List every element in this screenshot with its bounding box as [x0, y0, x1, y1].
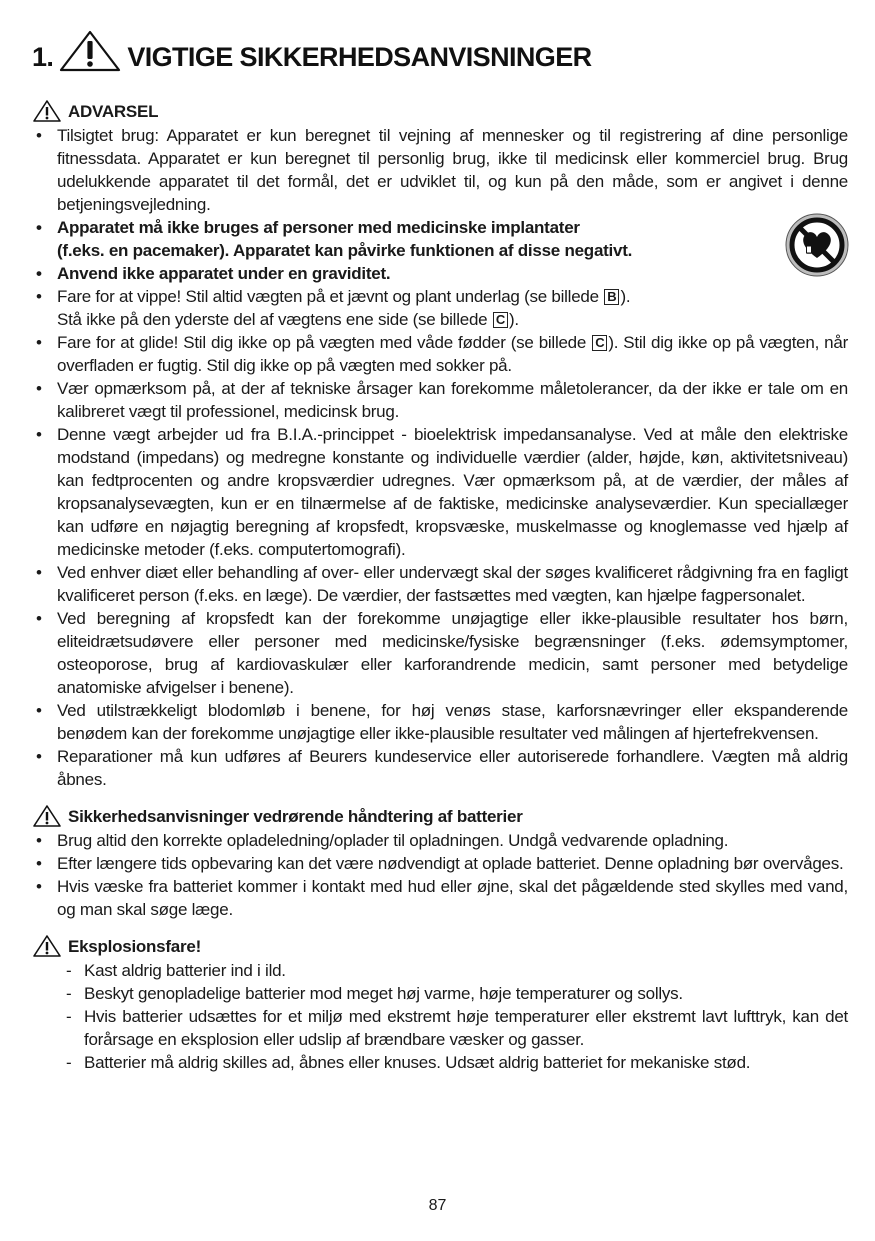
list-item: • Vær opmærksom på, at der af tekniske årsager kan forekomme måletolerancer, da der ikke er tale om en kalibreret vægt til professionel, medicinsk brug. — [36, 377, 848, 423]
list-item: • Brug altid den korrekte opladeledning/oplader til opladningen. Undgå vedvarende opladning. — [36, 829, 848, 852]
list-item: • Ved beregning af kropsfedt kan der forekomme unøjagtige eller ikke-plausible resultater hos børn, eliteidrætsudøvere eller personer med medicinske/fysiske begrænsninger (f.eks. ødemsymptomer, osteoporose, brug af kardiovaskulær eller karforandrende medicin, samt personer med betydelige anatomiske afvigelser i benene). — [36, 607, 848, 699]
list-item: - Batterier må aldrig skilles ad, åbnes eller knuses. Udsæt aldrig batteriet for mekaniske stød. — [63, 1051, 848, 1074]
battery-heading — [36, 803, 848, 829]
page-number: 87 — [428, 1197, 447, 1214]
list-item: - Kast aldrig batterier ind i ild. — [63, 959, 848, 982]
list-item: - Beskyt genopladelige batterier mod meget høj varme, høje temperaturer og sollys. — [63, 982, 848, 1005]
figure-ref-b: B — [604, 289, 619, 305]
section-title — [32, 30, 592, 72]
explosion-list — [36, 959, 848, 1074]
warning-list — [36, 124, 848, 216]
list-item: • Fare for at vippe! Stil altid vægten på et jævnt og plant underlag (se billede B ). Stå ikke på den yderste del af vægtens ene side (se billede C ). — [36, 285, 848, 331]
warning-heading — [36, 98, 848, 124]
list-item: • Ved utilstrækkeligt blodomløb i benene, for høj venøs stase, karforsnævringer eller ekspanderende benødem kan der forekomme unøjagtige eller ikke-plausible resultater ved målingen af hjertefrekvensen. — [36, 699, 848, 745]
section-number: 1. — [32, 42, 54, 72]
section-title-text: VIGTIGE SIKKERHEDSANVISNINGER — [127, 42, 592, 72]
list-item: • Anvend ikke apparatet under en graviditet. — [36, 262, 848, 285]
pacemaker-line-2: (f.eks. en pacemaker). Apparatet kan påvirke funktionen af disse negativt. — [57, 241, 633, 260]
explosion-heading — [36, 933, 848, 959]
pacemaker-line-1: Apparatet må ikke bruges af personer med medicinske implantater — [57, 218, 580, 237]
list-item — [36, 216, 848, 262]
explosion-heading-text: Eksplosionsfare! — [68, 936, 201, 956]
list-item: • Denne vægt arbejder ud fra B.I.A.-princippet - bioelektrisk impedansanalyse. Ved at måle den elektriske modstand (impedans) og medregne konstante og individuelle værdier (alder, højde, køn, aktivitetsniveau) kan fedtprocenten og andre kropsværdier udregnes. Vær opmærksom på, at de værdier, der måles af kropsanalysevægten, kun er en tilnærmelse af de faktiske, medicinske analyseværdier. Kun speciallæger kan udføre en nøjagtig beregning af kropsfedt, kropsvæske, muskelmasse og knoglemasse ved hjælp af medicinske metoder (f.eks. computertomografi). — [36, 423, 848, 561]
warning-heading-text: ADVARSEL — [68, 101, 159, 121]
battery-list — [36, 829, 848, 921]
warning-triangle-icon — [59, 30, 121, 72]
figure-ref-c: C — [592, 335, 607, 351]
figure-ref-c: C — [493, 312, 508, 328]
list-item: • Reparationer må kun udføres af Beurers kundeservice eller autoriserede forhandlere. Vægten må aldrig åbnes. — [36, 745, 848, 791]
warning-icon — [32, 804, 62, 828]
list-item: • Tilsigtet brug: Apparatet er kun beregnet til vejning af mennesker og til registrering af dine personlige fitnessdata. Apparatet er kun beregnet til personlig brug, ikke til medicinsk eller kommerciel brug. Brug udelukkende apparatet til det formål, det er udviklet til, og kun på den måde, som er angivet i denne betjeningsvejledning. — [36, 124, 848, 216]
list-item: - Hvis batterier udsættes for et miljø med ekstremt høje temperaturer eller ekstremt lavt lufttryk, kan det forårsage en eksplosion eller udslip af brændbare væsker og gasser. — [63, 1005, 848, 1051]
list-item: • Hvis væske fra batteriet kommer i kontakt med hud eller øjne, skal det pågældende sted skylles med vand, og man skal søge læge. — [36, 875, 848, 921]
content — [36, 98, 848, 1074]
list-item: • Fare for at glide! Stil dig ikke op på vægten med våde fødder (se billede C ). Stil dig ikke op på vægten, når overfladen er fugtig. Stil dig ikke op på vægten med sokker på. — [36, 331, 848, 377]
no-pacemaker-icon — [784, 212, 850, 278]
warning-icon — [32, 99, 62, 123]
list-item: • Efter længere tids opbevaring kan det være nødvendigt at oplade batteriet. Denne opladning bør overvåges. — [36, 852, 848, 875]
pacemaker-block — [36, 216, 848, 285]
warning-icon — [32, 934, 62, 958]
battery-heading-text: Sikkerhedsanvisninger vedrørende håndtering af batterier — [68, 806, 523, 826]
list-item: • Ved enhver diæt eller behandling af over- eller undervægt skal der søges kvalificeret rådgivning fra en fagligt kvalificeret person (f.eks. en læge). De værdier, der fastsættes med vægten, kan hjælpe fagpersonalet. — [36, 561, 848, 607]
